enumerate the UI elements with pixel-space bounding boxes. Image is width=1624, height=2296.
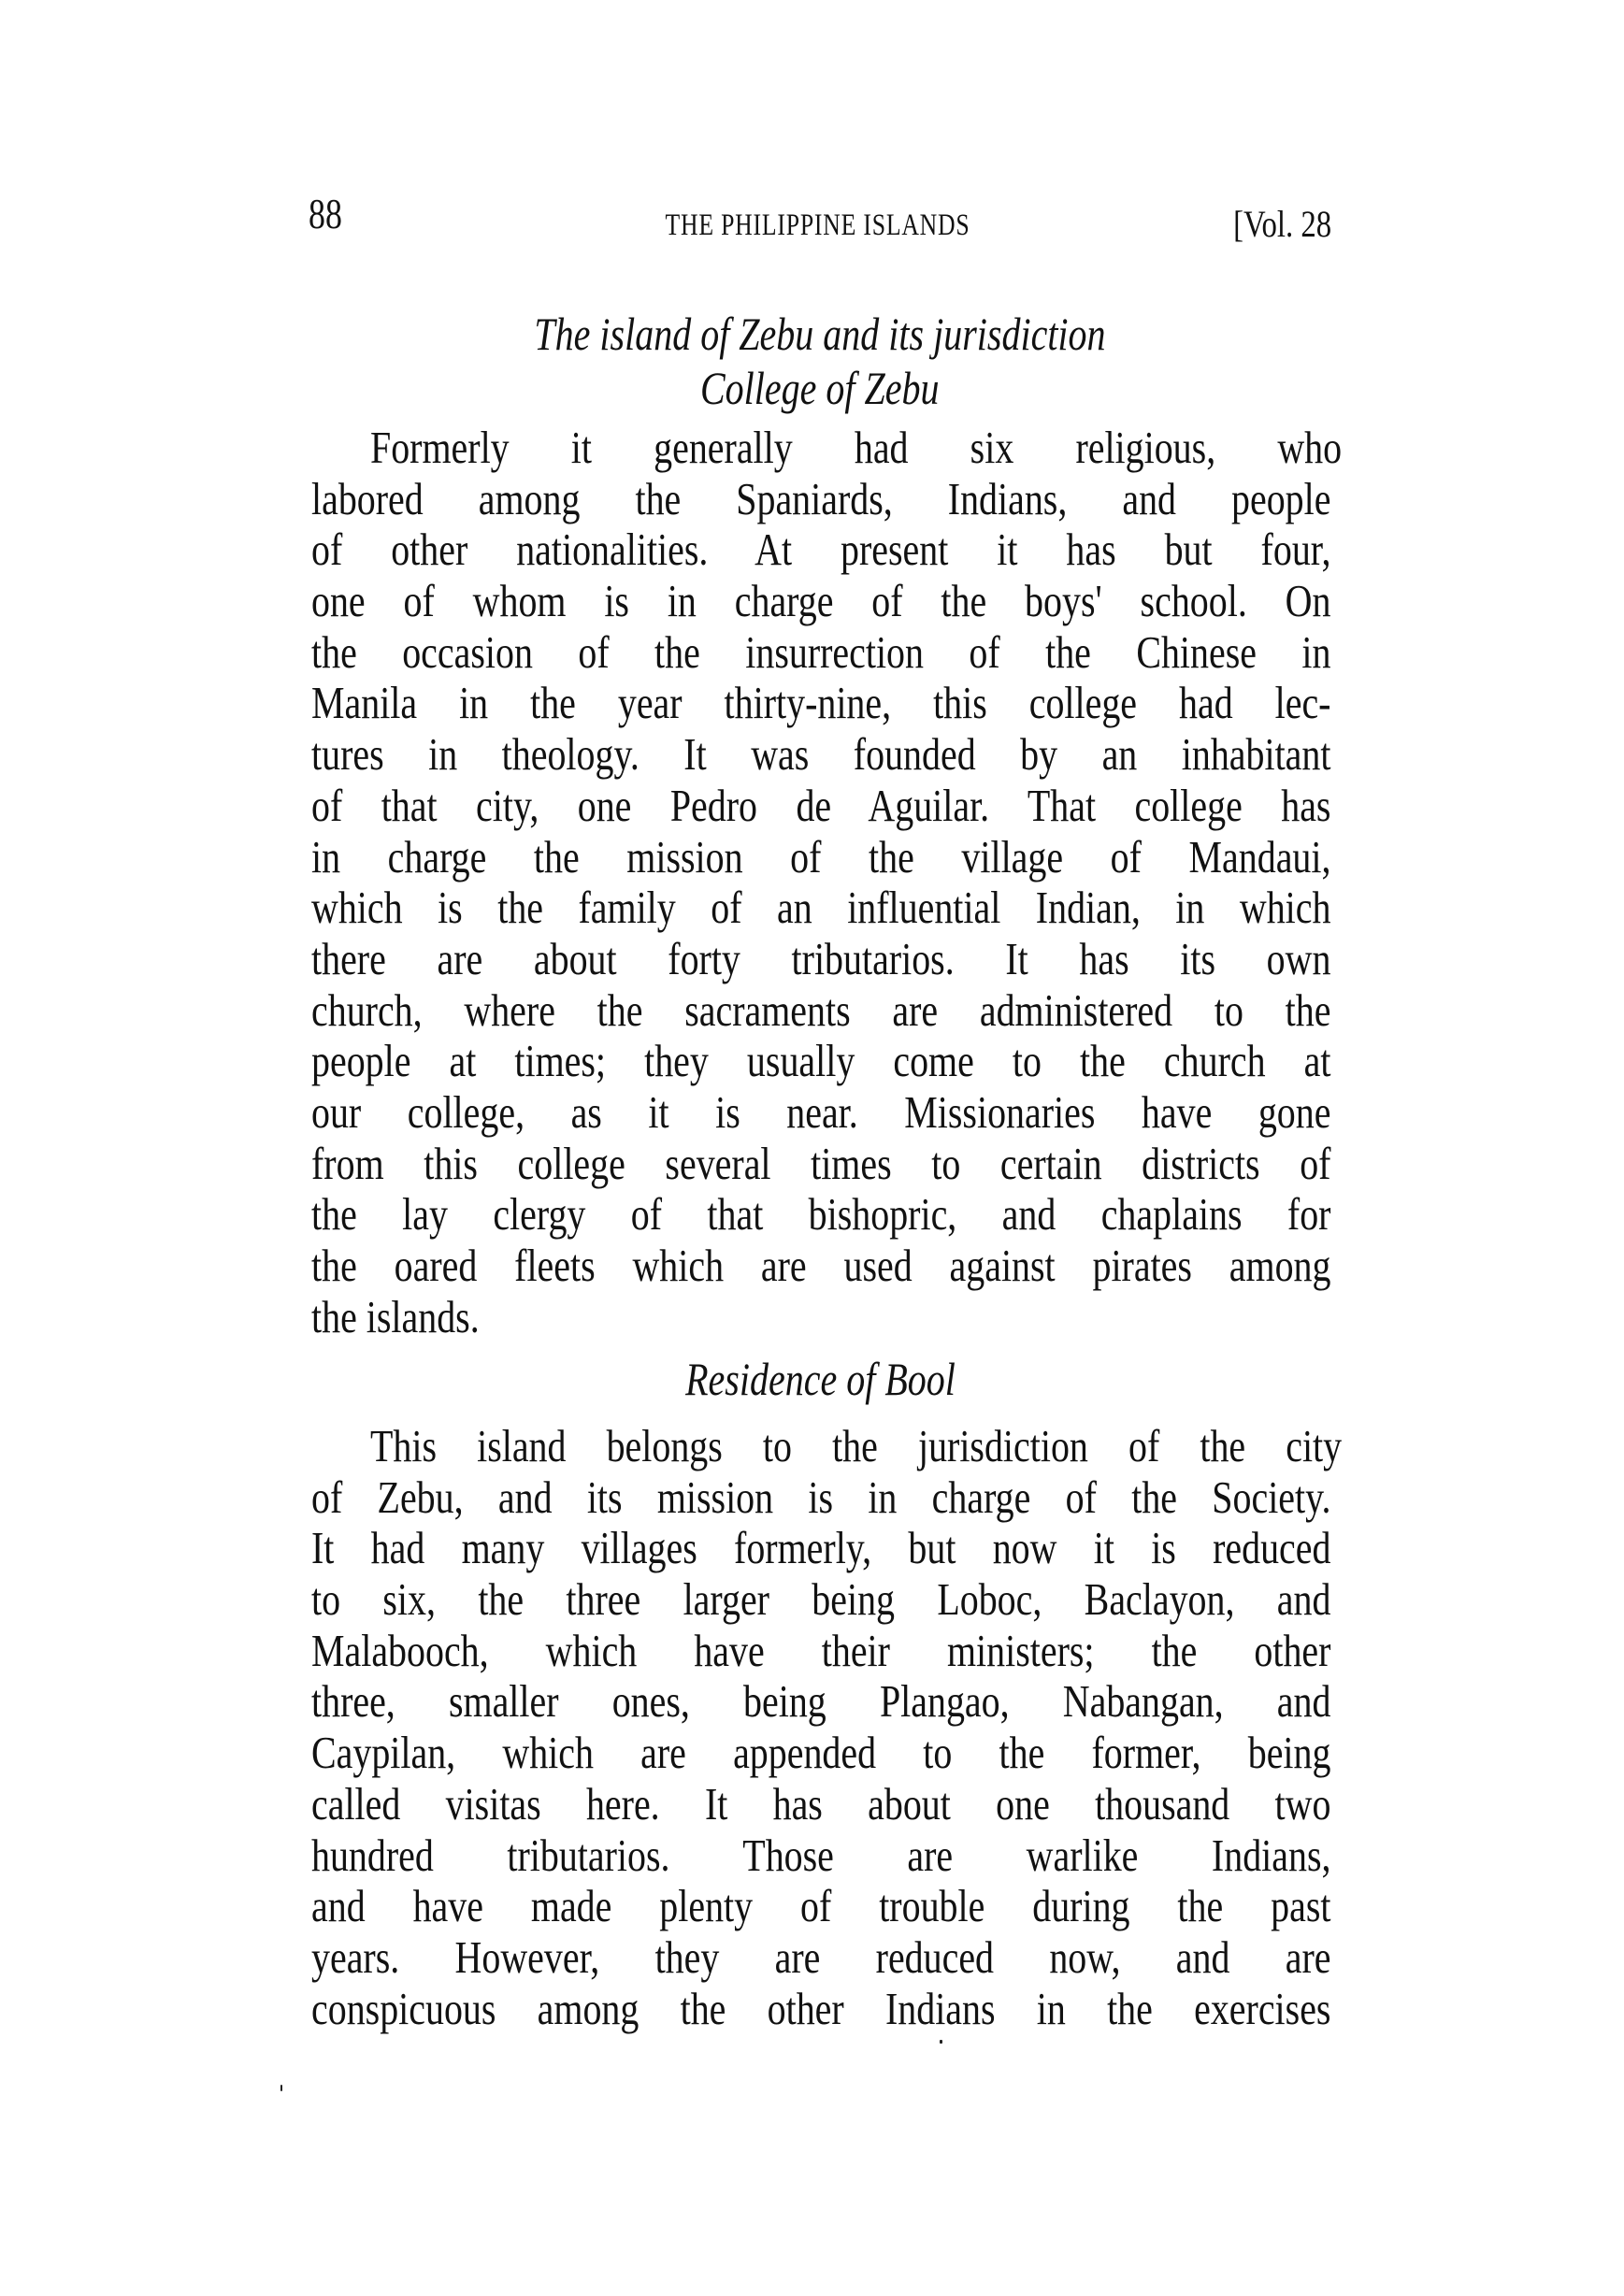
text-line: to six, the three larger being Loboc, Baclayon, and [311,1574,1331,1626]
text-line: the islands. [311,1291,480,1342]
text-line: one of whom is in charge of the boys' school. On [311,576,1331,627]
text-line: This island belongs to the jurisdiction of the city [370,1421,1343,1471]
text-line: people at times; they usually come to the church at [311,1036,1331,1087]
text-line: the lay clergy of that bishopric, and chaplains for [311,1189,1331,1241]
text-line: Formerly it generally had six religious, who [370,423,1343,473]
section-heading [309,309,1331,359]
section-heading-text: Residence of Bool [684,1353,956,1405]
text-line: called visitas here. It has about one thousand two [311,1778,1331,1830]
text-line: the oared fleets which are used against pirates among [311,1241,1331,1291]
text-line: church, where the sacraments are administered to the [311,984,1331,1036]
text-line: three, smaller ones, being Plangao, Nabangan, and [311,1676,1331,1728]
scan-speck [280,2085,282,2091]
text-line: of other nationalities. At present it has but four, [311,524,1331,576]
text-line: conspicuous among the other Indians in the exercises [311,1983,1331,2034]
volume-label: [Vol. 28 [1232,203,1331,245]
text-line: hundred tributarios. Those are warlike Indians, [311,1830,1331,1881]
text-line: and have made plenty of trouble during the past [311,1881,1331,1932]
section-subheading [309,363,1331,413]
text-line: of that city, one Pedro de Aguilar. That college has [311,780,1331,831]
text-line: of Zebu, and its mission is in charge of the Society. [311,1471,1331,1523]
text-line: Manila in the year thirty-nine, this college had lec- [311,678,1331,729]
text-line: our college, as it is near. Missionaries have gone [311,1086,1331,1138]
paragraph-residence-of-bool [311,1421,1343,2034]
section-heading [309,1354,1331,1404]
text-line: tures in theology. It was founded by an inhabitant [311,729,1331,781]
running-head [309,190,1331,245]
text-line: It had many villages formerly, but now it is reduced [311,1523,1331,1574]
text-line: years. However, they are reduced now, and are [311,1931,1331,1983]
text-line: which is the family of an influential Indian, in which [311,883,1331,934]
text-line: from this college several times to certain districts of [311,1138,1331,1189]
paragraph-college-of-zebu [311,423,1343,1342]
section-subheading-text: College of Zebu [700,362,940,414]
text-line: labored among the Spaniards, Indians, and people [311,473,1331,524]
book-title: THE PHILIPPINE ISLANDS [665,208,970,242]
section-heading-text: The island of Zebu and its jurisdiction [534,308,1106,360]
scan-speck [940,2040,942,2044]
text-line: Caypilan, which are appended to the former, being [311,1728,1331,1779]
text-line: the occasion of the insurrection of the Chinese in [311,626,1331,678]
text-line: there are about forty tributarios. It has its own [311,933,1331,984]
page-number: 88 [309,190,342,237]
text-line: in charge the mission of the village of Mandaui, [311,831,1331,883]
text-line: Malabooch, which have their ministers; the other [311,1625,1331,1676]
